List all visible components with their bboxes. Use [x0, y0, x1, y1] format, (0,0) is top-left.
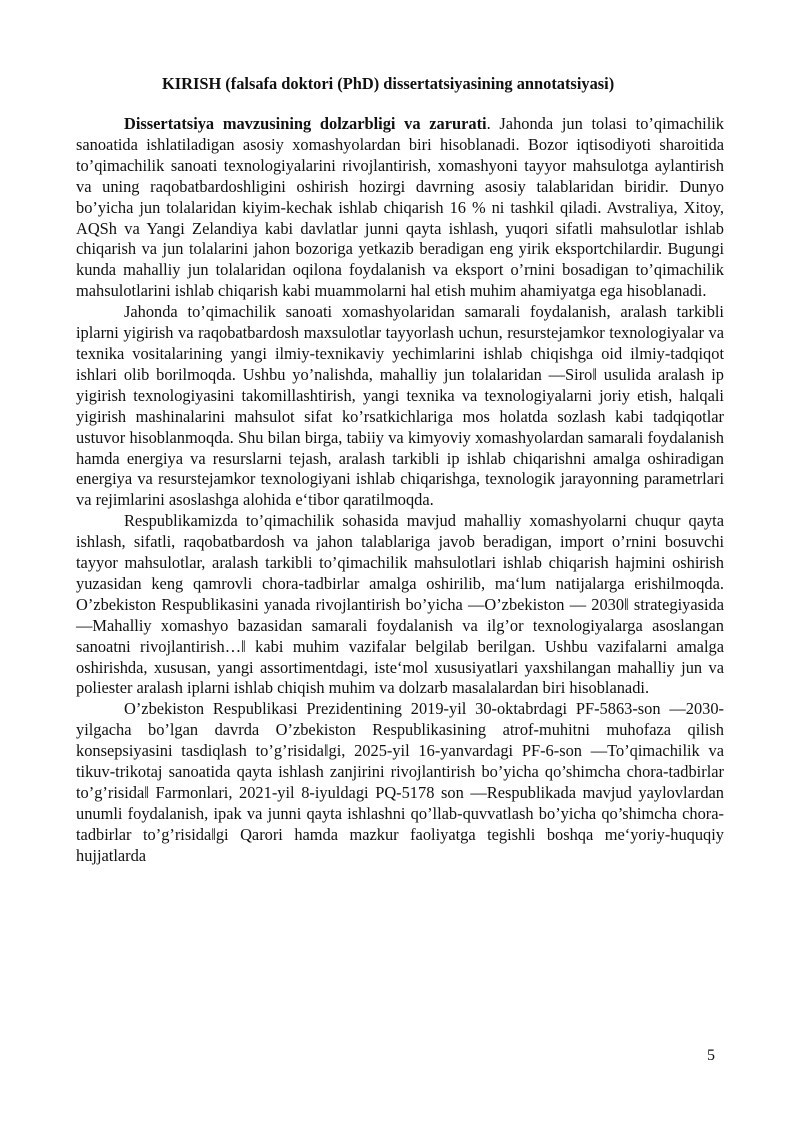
page-number: 5 — [707, 1047, 715, 1064]
paragraph-world-research — [76, 302, 724, 511]
paragraph-text: O’zbekiston Respublikasi Prezidentining 2019-yil 30-oktabrdagi PF-5863-son ―2030-yilgacha bo’lgan davrda O’zbekiston Respublikasining atrof-muhitni muhofaza qilish konsepsiyasini tasdiqlash to’g’risida‖gi, 2025-yil 16-yanvardagi PF-6-son ―To’qimachilik va tikuv-trikotaj sanoatida qayta ishlash zanjirini rivojlantirish bo’yicha qo’shimcha chora-tadbirlar to’g’risida‖ Farmonlari, 2021-yil 8-iyuldagi PQ-5178 son ―Respublikada mavjud yaylovlardan unumli foydalanish, ipak va junni qayta ishlashni qo’llab-quvvatlash bo’yicha qo’shimcha chora-tadbirlar to’g’risida‖gi Qarori hamda mazkur faoliyatga tegishli boshqa me‘yoriy-huquqiy hujjatlarda — [76, 699, 724, 865]
paragraph-text: Jahonda to’qimachilik sanoati xomashyolaridan samarali foydalanish, aralash tarkibli iplarni yigirish va raqobatbardosh maxsulotlar tayyorlash uchun, resurstejamkor texnologiyalar va texnika vositalarining yangi ilmiy-texnikaviy yechimlarini ishlab chiqishga oid ilmiy-tadqiqot ishlari olib borilmoqda. Ushbu yo’nalishda, mahalliy jun tolalaridan ―Siro‖ usulida aralash ip yigirish texnologiyasini takomillashtirish, yangi texnika va texnologiyalarni joriy etish, halqali yigirish mashinalarini mahsulot sifat ko’rsatkichlariga mos holatda sozlash kabi tadqiqotlar ustuvor hisoblanmoqda. Shu bilan birga, tabiiy va kimyoviy xomashyolardan samarali foydalanish hamda energiya va resurslarni tejash, aralash tarkibli ip ishlab chiqarishni amalga oshiradigan energiya va resurstejamkor texnologiyani ishlab chiqarishga, texnologik jarayonning parametrlari va rejimlarini asoslashga alohida e‘tibor qaratilmoqda. — [76, 302, 724, 510]
page-title: KIRISH (falsafa doktori (PhD) dissertatsiyasining annotatsiyasi) — [162, 74, 615, 93]
paragraph-republic — [76, 511, 724, 699]
paragraph-decrees — [76, 699, 724, 866]
paragraph-relevance — [76, 114, 724, 302]
document-body — [76, 114, 724, 867]
paragraph-text: Respublikamizda to’qimachilik sohasida mavjud mahalliy xomashyolarni chuqur qayta ishlash, sifatli, raqobatbardosh va jahon talablariga javob beradigan, import o’rnini bosuvchi tayyor mahsulotlar, aralash tarkibli to’qimachilik mahsulotlari ishlab chiqarish hajmini oshirish yuzasidan keng qamrovli chora-tadbirlar amalga oshirilib, ma‘lum natijalarga erishilmoqda. O’zbekiston Respublikasini yanada rivojlantirish bo’yicha ―O’zbekiston ― 2030‖ strategiyasida ―Mahalliy xomashyo bazasidan samarali foydalanish va ilg’or texnologiyalarga asoslangan sanoatni rivojlantirish…‖ kabi muhim vazifalar belgilab berilgan. Ushbu vazifalarni amalga oshirishda, xususan, yangi assortimentdagi, iste‘mol xususiyatlari yaxshilangan mahalliy jun va poliester aralash iplarni ishlab chiqish muhim va dolzarb masalalardan biri hisoblanadi. — [76, 511, 724, 698]
paragraph-text: . Jahonda jun tolasi to’qimachilik sanoatida ishlatiladigan asosiy xomashyolardan biri hisoblanadi. Bozor iqtisodiyoti sharoitida to’qimachilik sanoati texnologiyalarini rivojlantirish, xomashyoni tayyor mahsulotga aylantirish va uning raqobatbardoshligini oshirish hozirgi davrning asosiy talablaridan biridir. Dunyo bo’yicha jun tolalaridan kiyim-kechak ishlab chiqarish 16 % ni tashkil qiladi. Avstraliya, Xitoy, AQSh va Yangi Zelandiya kabi davlatlar junni qayta ishlash, yuqori sifatli mahsulotlar ishlab chiqarish va jun tolalarini jahon bozoriga yetkazib beradigan eng yirik eksportchilardir. Bugungi kunda mahalliy jun tolalaridan oqilona foydalanish va eksport o’rnini bosadigan to’qimachilik mahsulotlarini ishlab chiqarish kabi muammolarni hal etish muhim ahamiyatga ega hisoblanadi. — [76, 114, 724, 301]
paragraph-lead: Dissertatsiya mavzusining dolzarbligi va zarurati — [124, 114, 487, 133]
